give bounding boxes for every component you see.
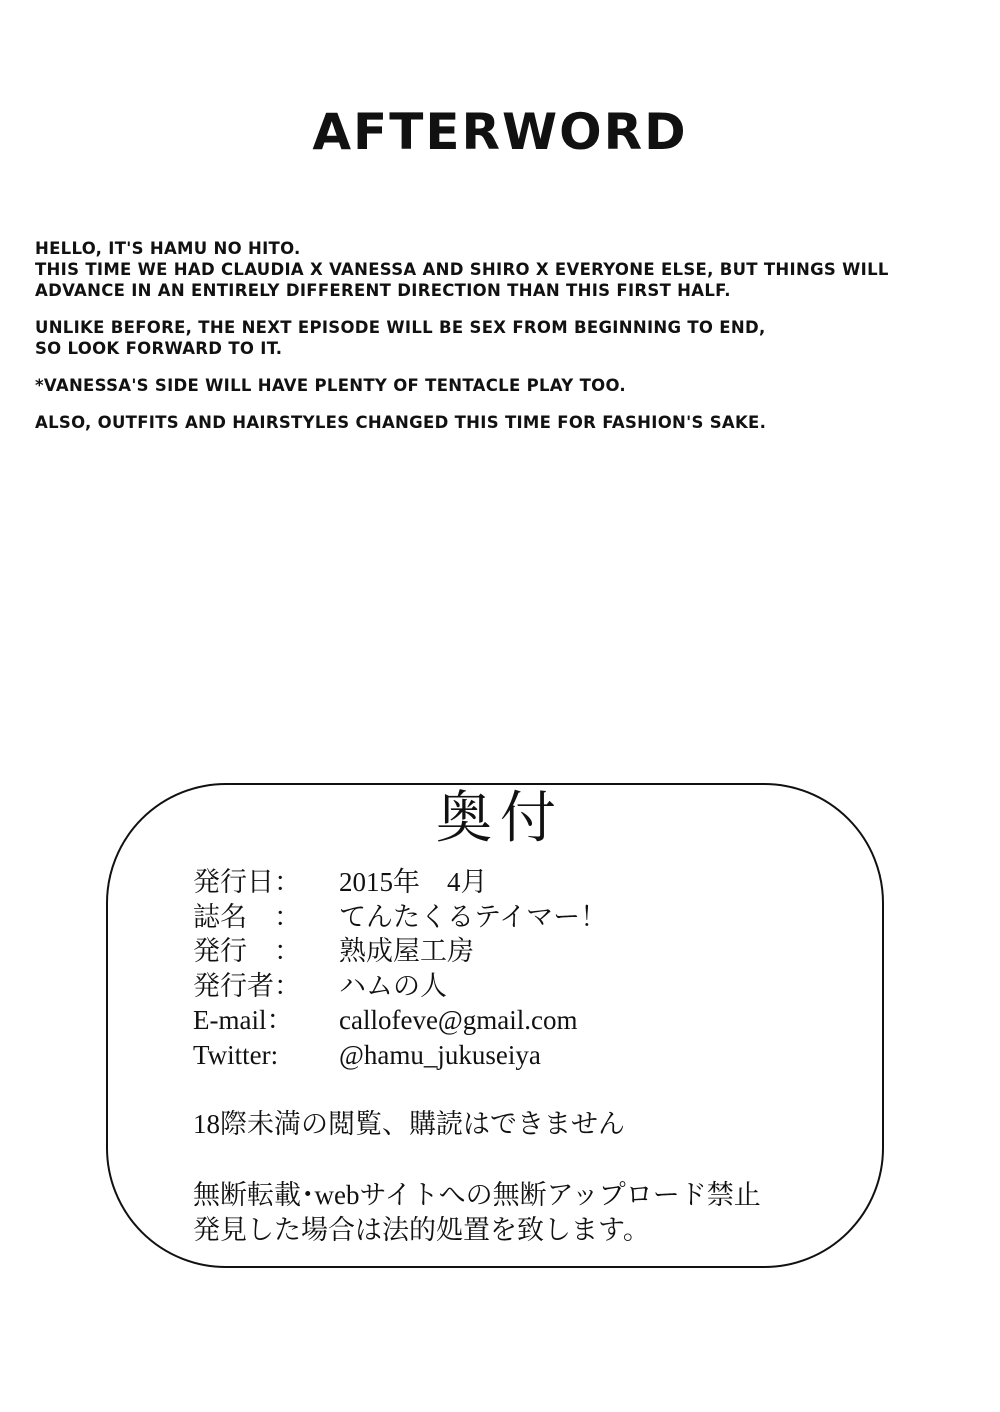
colophon-row-twitter	[193, 1038, 607, 1073]
afterword-paragraph-next-episode: UNLIKE BEFORE, THE NEXT EPISODE WILL BE SEX FROM BEGINNING TO END, SO LOOK FORWARD TO IT.	[35, 318, 766, 358]
afterword-body	[35, 238, 965, 449]
rights-notice-line-1: 無断転載･webサイトへの無断アップロード禁止	[193, 1180, 761, 1210]
colophon-value: ハムの人	[339, 970, 447, 1001]
colophon-row-issue-date	[193, 865, 607, 900]
colophon-label: 誌名 ：	[193, 901, 301, 932]
colophon-row-author	[193, 969, 607, 1004]
colophon-label: 発行 ：	[193, 936, 301, 966]
colophon-value: てんたくるテイマー！	[339, 901, 608, 932]
afterword-title: AFTERWORD	[312, 103, 688, 161]
rights-notice	[193, 1178, 761, 1247]
colophon-value: 熟成屋工房	[339, 936, 474, 966]
colophon-row-title	[193, 900, 607, 935]
colophon-value: callofeve@gmail.com	[339, 1005, 578, 1035]
colophon-value: @hamu_jukuseiya	[339, 1039, 541, 1070]
rights-notice-line-2: 発見した場合は法的処置を致します。	[193, 1214, 650, 1245]
colophon-label: E-mail：	[193, 1005, 294, 1035]
colophon-row-email	[193, 1003, 607, 1038]
colophon-rows	[193, 865, 607, 1072]
afterword-paragraph-tentacle-note: *VANESSA'S SIDE WILL HAVE PLENTY OF TENTACLE PLAY TOO.	[35, 376, 626, 395]
colophon-title: 奥付	[436, 786, 564, 851]
age-restriction-notice: 18際未満の閲覧、購読はできません	[193, 1109, 625, 1139]
afterword-paragraph-greeting: HELLO, IT'S HAMU NO HITO. THIS TIME WE HAD CLAUDIA X VANESSA AND SHIRO X EVERYONE ELSE, BUT THINGS WILL ADVANCE IN AN ENTIRELY DIFFERENT DIRECTION THAN THIS FIRST HALF.	[35, 239, 889, 300]
colophon-row-publisher	[193, 934, 607, 969]
colophon-label: Twitter:	[193, 1039, 279, 1070]
colophon-value: 2015年 4月	[339, 867, 488, 897]
colophon-label: 発行日：	[193, 867, 301, 897]
afterword-paragraph-outfits: ALSO, OUTFITS AND HAIRSTYLES CHANGED THIS TIME FOR FASHION'S SAKE.	[35, 413, 767, 432]
colophon-label: 発行者：	[193, 970, 301, 1001]
